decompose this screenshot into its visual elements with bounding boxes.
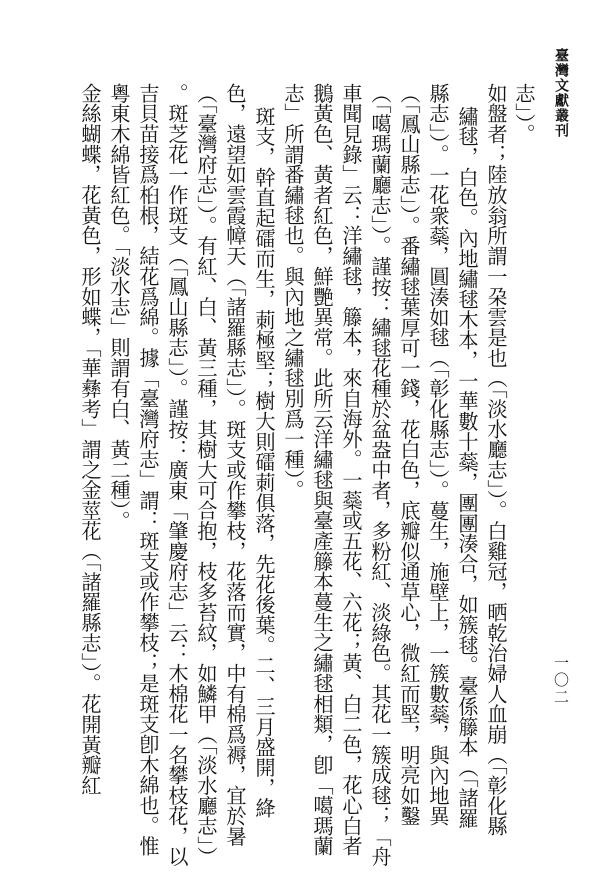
text-column: 吉貝苗接爲桕根，結花爲綿。據「臺灣府志」謂：斑支或作攀枝；是斑支卽木綿也。惟 bbox=[136, 83, 160, 857]
text-column: 如盤者；陸放翁所謂一朶雲是也（「淡水廳志」）。白雞冠，晒乾治婦人血崩（「彰化縣 bbox=[484, 83, 508, 837]
page-number: 一〇二 bbox=[552, 655, 570, 706]
text-column: （「鳳山縣志」）。番繡毬葉厚可一錢，花白色，底瓣似通草心，微紅而堅，明亮如鑿 bbox=[397, 83, 421, 826]
text-column: 粵東木綿皆紅色。「淡水志」則謂有白、黃二種）。 bbox=[107, 83, 131, 531]
text-column: 斑支，幹直起礌而生，莿極堅；樹大則礌莿俱落，先花後葉。二、三月盛開，絳 bbox=[252, 106, 276, 819]
text-column: 。斑芝花一作斑支（「鳳山縣志」）。謹按：廣東「肇慶府志」云：木棉花一名攀枝花，以 bbox=[165, 83, 189, 867]
text-column: 鵝黃色、黃者紅色，鮮艷異常。此所云洋繡毬與臺產籐本蔓生之繡毬相類，卽「噶瑪蘭 bbox=[310, 83, 334, 857]
text-column: （「噶瑪蘭廳志」）。謹按：繡毬花種於盆盎中者，多粉紅、淡綠色。其花一簇成毬；「舟 bbox=[368, 83, 392, 867]
text-column: 志」）。 bbox=[512, 83, 536, 145]
text-column: 金絲蝴蝶，花黃色，形如蝶，「華彝考」謂之金莖花（「諸羅縣志」）。花開黃瓣紅 bbox=[78, 83, 102, 796]
text-column: 車聞見錄」云：洋繡毬，籐本，來自海外。一蘂或五花、六花；黃、白二色，花心白者 bbox=[339, 83, 363, 857]
running-title: 臺灣文獻叢刊 bbox=[553, 48, 569, 138]
text-column: 縣志」）。一花衆蘂，圓湊如毬（「彰化縣志」）。蔓生，施壁上，一簇數蘂，與內地異 bbox=[426, 83, 450, 827]
text-column: 志」所謂番繡毬也。與內地之繡毬別爲一種）。 bbox=[281, 83, 305, 501]
text-column: （「臺灣府志」）。有紅、白、黃三種，其樹大可合抱，枝多苔紋，如鱗甲（「淡水廳志」） bbox=[194, 83, 218, 867]
text-column: 色，遠望如雲霞幛天（「諸羅縣志」）。斑支或作攀枝，花落而實，中有棉爲褥，宜於暑 bbox=[223, 83, 247, 847]
text-column: 繡毬，白色。內地繡毬木本，一華數十蘂，團團湊合，如簇毬。臺係籐本（「諸羅 bbox=[455, 106, 479, 829]
